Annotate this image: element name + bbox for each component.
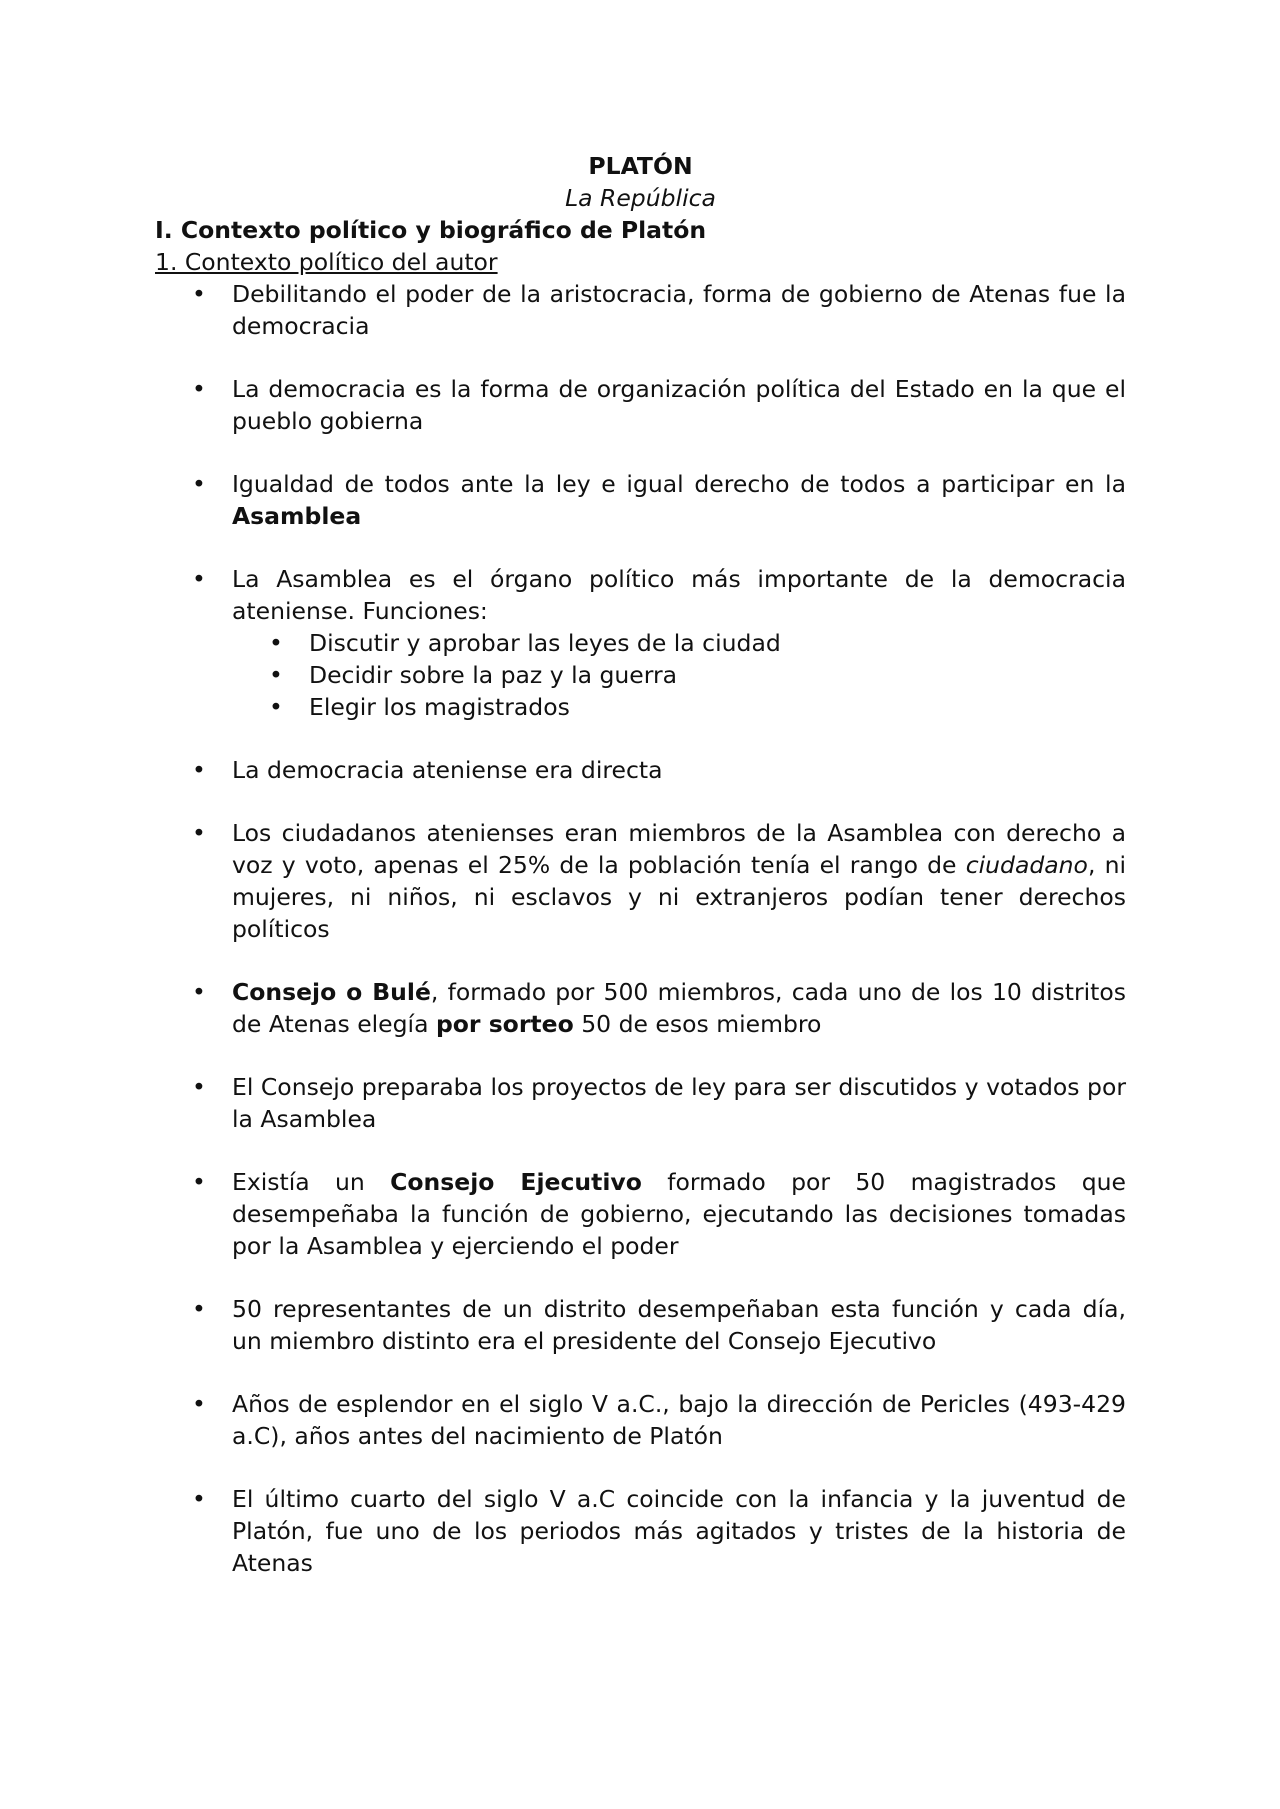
list-item-text: Años de esplendor en el siglo V a.C., bajo la dirección de Pericles (493-429 a.C), años antes del nacimiento de Platón — [232, 1390, 1126, 1450]
bullet-icon: • — [269, 661, 283, 689]
list-item — [155, 1388, 1126, 1452]
list-item-text: La democracia es la forma de organización política del Estado en la que el pueblo gobierna — [232, 375, 1126, 435]
list-item — [155, 817, 1126, 945]
document-title: PLATÓN — [588, 152, 693, 180]
list-item — [155, 754, 1126, 786]
list-item-text: La democracia ateniense era directa — [232, 756, 663, 784]
bullet-icon: • — [192, 756, 206, 784]
list-item-text: , formado por 500 miembros, cada uno de los 10 distritos de Atenas elegía — [232, 978, 1126, 1038]
list-item-text: 50 de esos miembro — [573, 1010, 822, 1038]
subsection-heading: 1. Contexto político del autor — [155, 248, 498, 276]
bullet-icon: • — [192, 1485, 206, 1513]
bullet-icon: • — [192, 375, 206, 403]
bullet-icon: • — [192, 565, 206, 593]
list-item — [155, 1071, 1126, 1135]
list-item-bold-text: Consejo Ejecutivo — [390, 1168, 642, 1196]
list-item — [155, 468, 1126, 532]
bullet-icon: • — [192, 1295, 206, 1323]
list-item — [155, 1166, 1126, 1262]
sub-list-item-text: Decidir sobre la paz y la guerra — [309, 661, 678, 689]
bullet-list — [155, 278, 1126, 1579]
list-item-italic-text: ciudadano — [965, 851, 1088, 879]
list-item — [155, 1293, 1126, 1357]
list-item-text: , ni mujeres, ni niños, ni esclavos y ni extranjeros podían tener derechos políticos — [232, 851, 1126, 943]
list-item-text: El Consejo preparaba los proyectos de ley para ser discutidos y votados por la Asamblea — [232, 1073, 1126, 1133]
list-item — [155, 1483, 1126, 1579]
sub-list-item — [155, 659, 1126, 691]
list-item-text: Igualdad de todos ante la ley e igual derecho de todos a participar en la — [232, 470, 1126, 498]
bullet-icon: • — [192, 1168, 206, 1196]
bullet-icon: • — [192, 819, 206, 847]
sub-list-item-text: Elegir los magistrados — [309, 693, 570, 721]
bullet-icon: • — [192, 470, 206, 498]
sub-list-item-text: Discutir y aprobar las leyes de la ciudad — [309, 629, 781, 657]
list-item — [155, 563, 1126, 723]
bullet-icon: • — [269, 693, 283, 721]
list-item-text: 50 representantes de un distrito desempeñaban esta función y cada día, un miembro distinto era el presidente del Consejo Ejecutivo — [232, 1295, 1126, 1355]
list-item — [155, 976, 1126, 1040]
document-body — [155, 150, 1126, 1579]
list-item-text: Debilitando el poder de la aristocracia, forma de gobierno de Atenas fue la democracia — [232, 280, 1126, 340]
list-item-text: Existía un — [232, 1168, 391, 1196]
bullet-icon: • — [192, 978, 206, 1006]
sub-list-item — [155, 627, 1126, 659]
sub-list-item — [155, 691, 1126, 723]
bullet-icon: • — [269, 629, 283, 657]
list-item — [155, 373, 1126, 437]
list-item-text: La Asamblea es el órgano político más importante de la democracia ateniense. Funciones: — [232, 565, 1126, 625]
list-item-bold-text: Consejo o Bulé — [232, 978, 431, 1006]
list-item-bold-text: por sorteo — [435, 1010, 574, 1038]
list-item-text: formado por 50 magistrados que desempeñaba la función de gobierno, ejecutando las decisiones tomadas por la Asamblea y ejerciendo el poder — [232, 1168, 1127, 1260]
document-subtitle: La República — [565, 184, 716, 212]
bullet-icon: • — [192, 1390, 206, 1418]
section-heading: I. Contexto político y biográfico de Platón — [155, 216, 707, 244]
list-item — [155, 278, 1126, 342]
list-item-bold-text: Asamblea — [232, 502, 362, 530]
bullet-icon: • — [192, 280, 206, 308]
sub-bullet-list — [232, 627, 1126, 723]
list-item-text: Los ciudadanos atenienses eran miembros de la Asamblea con derecho a voz y voto, apenas el 25% de la población tenía el rango de — [232, 819, 1126, 879]
bullet-icon: • — [192, 1073, 206, 1101]
list-item-text: El último cuarto del siglo V a.C coincide con la infancia y la juventud de Platón, fue uno de los periodos más agitados y tristes de la historia de Atenas — [232, 1485, 1126, 1577]
